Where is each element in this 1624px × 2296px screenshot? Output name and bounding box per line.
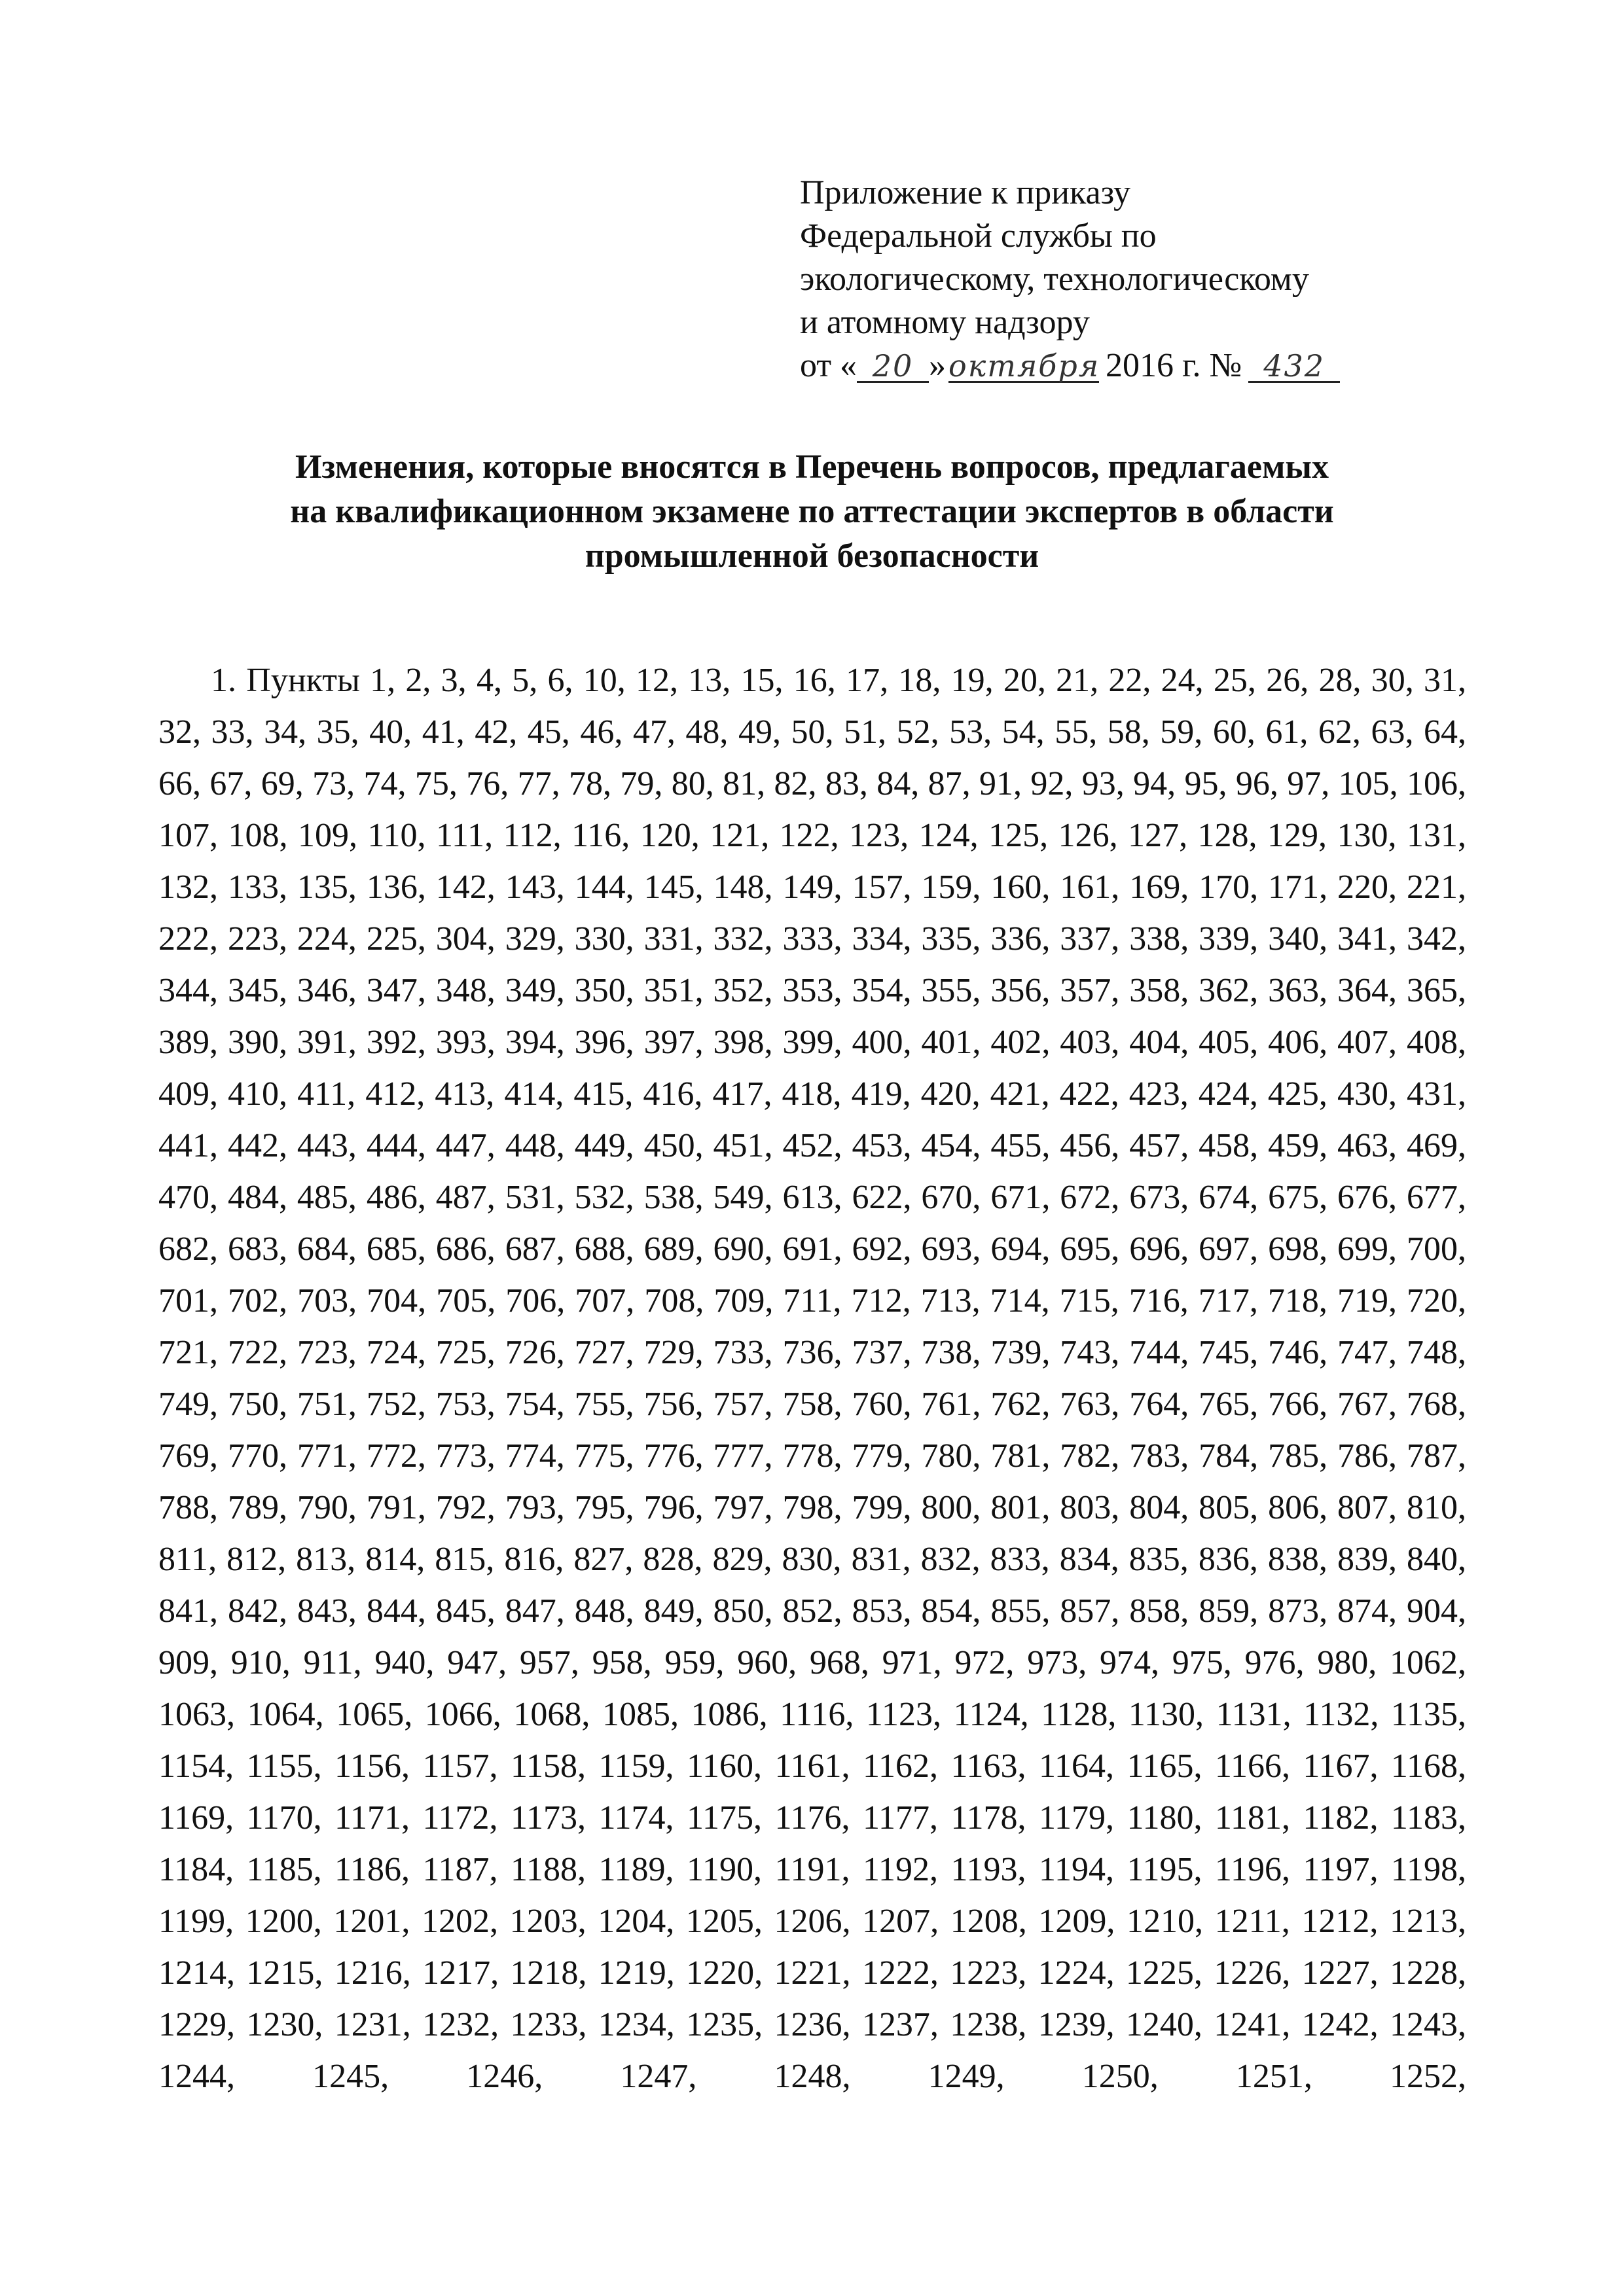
appendix-line-3: экологическому, технологическому — [800, 260, 1309, 298]
body-paragraph-1: 1. Пункты 1, 2, 3, 4, 5, 6, 10, 12, 13, 15, 16, 17, 18, 19, 20, 21, 22, 24, 25, 26, 28, 30, 31, 32, 33, 34, 35, 40, 41, 42, 45, 46, 47, 48, 49, 50, 51, 52, 53, 54, 55, 58, 59, 60, 61, 62, 63, 64, 66, 67, 69, 73, 74, 75, 76, 77, 78, 79, 80, 81, 82, 83, 84, 87, 91, 92, 93, 94, 95, 96, 97, 105, 106, 107, 108, 109, 110, 111, 112, 116, 120, 121, 122, 123, 124, 125, 126, 127, 128, 129, 130, 131, 132, 133, 135, 136, 142, 143, 144, 145, 148, 149, 157, 159, 160, 161, 169, 170, 171, 220, 221, 222, 223, 224, 225, 304, 329, 330, 331, 332, 333, 334, 335, 336, 337, 338, 339, 340, 341, 342, 344, 345, 346, 347, 348, 349, 350, 351, 352, 353, 354, 355, 356, 357, 358, 362, 363, 364, 365, 389, 390, 391, 392, 393, 394, 396, 397, 398, 399, 400, 401, 402, 403, 404, 405, 406, 407, 408, 409, 410, 411, 412, 413, 414, 415, 416, 417, 418, 419, 420, 421, 422, 423, 424, 425, 430, 431, 441, 442, 443, 444, 447, 448, 449, 450, 451, 452, 453, 454, 455, 456, 457, 458, 459, 463, 469, 470, 484, 485, 486, 487, 531, 532, 538, 549, 613, 622, 670, 671, 672, 673, 674, 675, 676, 677, 682, 683, 684, 685, 686, 687, 688, 689, 690, 691, 692, 693, 694, 695, 696, 697, 698, 699, 700, 701, 702, 703, 704, 705, 706, 707, 708, 709, 711, 712, 713, 714, 715, 716, 717, 718, 719, 720, 721, 722, 723, 724, 725, 726, 727, 729, 733, 736, 737, 738, 739, 743, 744, 745, 746, 747, 748, 749, 750, 751, 752, 753, 754, 755, 756, 757, 758, 760, 761, 762, 763, 764, 765, 766, 767, 768, 769, 770, 771, 772, 773, 774, 775, 776, 777, 778, 779, 780, 781, 782, 783, 784, 785, 786, 787, 788, 789, 790, 791, 792, 793, 795, 796, 797, 798, 799, 800, 801, 803, 804, 805, 806, 807, 810, 811, 812, 813, 814, 815, 816, 827, 828, 829, 830, 831, 832, 833, 834, 835, 836, 838, 839, 840, 841, 842, 843, 844, 845, 847, 848, 849, 850, 852, 853, 854, 855, 857, 858, 859, 873, 874, 904, 909, 910, 911, 940, 947, 957, 958, 959, 960, 968, 971, 972, 973, 974, 975, 976, 980, 1062, 1063, 1064, 1065, 1066, 1068, 1085, 1086, 1116, 1123, 1124, 1128, 1130, 1131, 1132, 1135, 1154, 1155, 1156, 1157, 1158, 1159, 1160, 1161, 1162, 1163, 1164, 1165, 1166, 1167, 1168, 1169, 1170, 1171, 1172, 1173, 1174, 1175, 1176, 1177, 1178, 1179, 1180, 1181, 1182, 1183, 1184, 1185, 1186, 1187, 1188, 1189, 1190, 1191, 1192, 1193, 1194, 1195, 1196, 1197, 1198, 1199, 1200, 1201, 1202, 1203, 1204, 1205, 1206, 1207, 1208, 1209, 1210, 1211, 1212, 1213, 1214, 1215, 1216, 1217, 1218, 1219, 1220, 1221, 1222, 1223, 1224, 1225, 1226, 1227, 1228, 1229, 1230, 1231, 1232, 1233, 1234, 1235, 1236, 1237, 1238, 1239, 1240, 1241, 1242, 1243, 1244, 1245, 1246, 1247, 1248, 1249, 1250, 1251, 1252, — [158, 662, 1466, 2095]
date-year: 2016 г. № — [1106, 347, 1242, 384]
order-date-line — [800, 344, 1520, 387]
handwritten-order-number: 432 — [1248, 351, 1340, 383]
appendix-line-2: Федеральной службы по — [800, 217, 1157, 255]
date-mid: » — [929, 347, 947, 384]
appendix-line-1: Приложение к приказу — [800, 174, 1131, 211]
title-line-1: Изменения, которые вносятся в Перечень вопросов, предлагаемых — [295, 448, 1329, 486]
title-line-3: промышленной безопасности — [585, 537, 1039, 575]
handwritten-month: октября — [948, 348, 1100, 384]
document-title — [157, 445, 1467, 579]
handwritten-day: 20 — [857, 351, 929, 383]
appendix-header — [800, 171, 1520, 387]
date-prefix: от « — [800, 347, 857, 384]
appendix-line-4: и атомному надзору — [800, 304, 1090, 341]
title-line-2: на квалификационном экзамене по аттестации экспертов в области — [290, 493, 1334, 530]
